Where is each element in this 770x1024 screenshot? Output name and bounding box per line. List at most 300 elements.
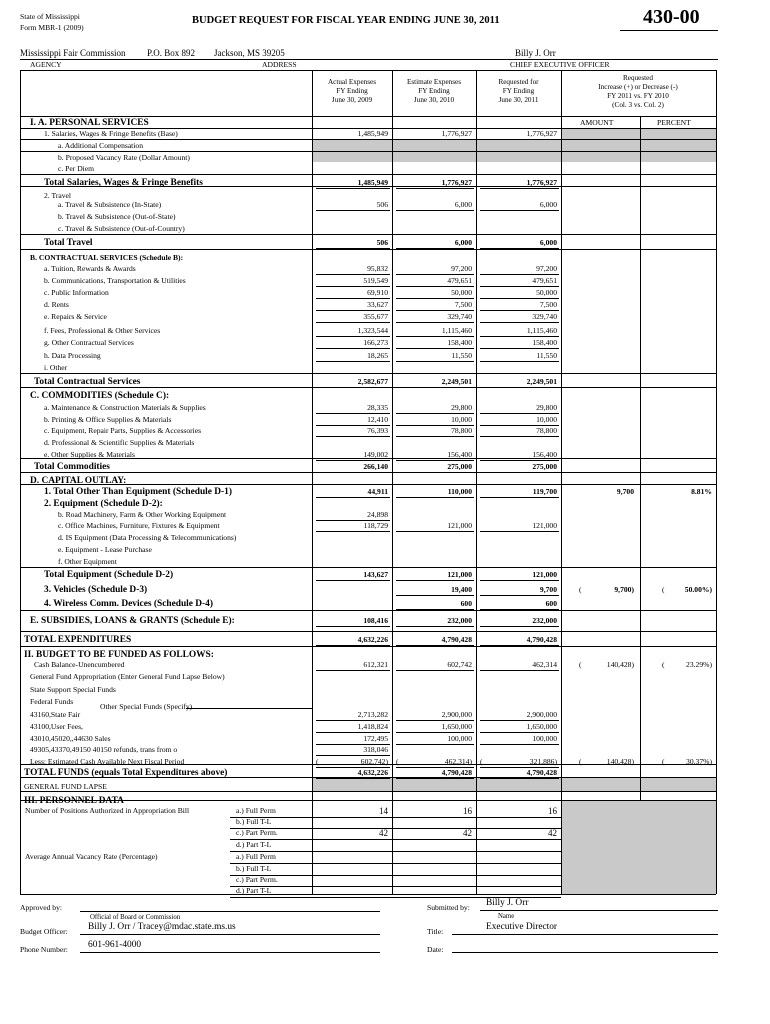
address-label: ADDRESS — [262, 60, 297, 69]
value-cell: 76,393 — [367, 426, 388, 435]
personnel-sub-label: b.) Full T-L — [236, 864, 272, 873]
open-paren: ( — [316, 757, 319, 766]
open-paren: ( — [579, 660, 582, 669]
row-label: Total Commodities — [34, 462, 110, 472]
row-label: 2. Travel — [44, 191, 72, 200]
personnel-line — [230, 863, 561, 864]
value-cell: 100,000 — [532, 734, 557, 743]
personnel-sub-label: d.) Part T-L — [236, 840, 272, 849]
value-underline — [480, 720, 559, 721]
row-label: I. A. PERSONAL SERVICES — [30, 118, 149, 128]
header-rule — [20, 59, 718, 60]
row-separator — [20, 151, 716, 152]
approved-label: Approved by: — [20, 903, 62, 912]
value-cell: 506 — [376, 200, 388, 209]
value-cell: 4,632,226 — [357, 768, 388, 777]
shaded-cell — [312, 777, 716, 791]
value-cell: 612,321 — [363, 660, 388, 669]
value-underline — [480, 778, 559, 779]
row-label: 2. Equipment (Schedule D-2): — [44, 499, 163, 509]
value-cell: 1,115,460 — [526, 326, 557, 335]
amount-cell: 140,428) — [606, 660, 634, 669]
percent-cell: 8.81% — [691, 487, 712, 496]
value-underline — [480, 298, 559, 299]
form-id: Form MBR-1 (2009) — [20, 23, 84, 32]
value-cell: 10,000 — [536, 415, 557, 424]
value-underline — [480, 286, 559, 287]
row-label: State Support Special Funds — [30, 685, 116, 694]
value-cell: 2,249,501 — [441, 377, 472, 386]
value-cell: 100,000 — [447, 734, 472, 743]
form-number-underline — [620, 30, 718, 31]
row-label: Total Contractual Services — [34, 377, 141, 387]
row-label: a. Additional Compensation — [58, 141, 143, 150]
row-label: g. Other Contractual Services — [44, 338, 134, 347]
amount-cell: 140,428) — [606, 757, 634, 766]
value-underline — [480, 387, 559, 388]
personnel-count: 42 — [463, 828, 472, 838]
value-underline — [396, 744, 474, 745]
value-underline — [396, 460, 474, 461]
value-cell: 2,582,677 — [357, 377, 388, 386]
value-underline — [480, 348, 559, 349]
submitted-value[interactable]: Billy J. Orr — [486, 898, 529, 908]
value-underline — [396, 531, 474, 532]
change-subheader-line — [561, 116, 716, 117]
personnel-sub-label: d.) Part T-L — [236, 886, 272, 895]
state-name: State of Mississippi — [20, 12, 80, 21]
open-paren: ( — [662, 660, 665, 669]
value-cell: 479,651 — [447, 276, 472, 285]
value-underline — [316, 322, 390, 323]
value-cell: 1,776,927 — [526, 178, 557, 187]
row-label: b. Road Machinery, Farm & Other Working Equipment — [58, 510, 227, 519]
value-underline — [480, 531, 559, 532]
value-underline — [480, 361, 559, 362]
value-cell: 69,910 — [367, 288, 388, 297]
row-separator — [20, 646, 716, 647]
value-underline — [396, 436, 474, 437]
value-underline — [480, 497, 559, 498]
row-label: Federal Funds — [30, 697, 74, 706]
value-cell: 2,713,282 — [357, 710, 388, 719]
value-underline — [480, 248, 559, 249]
row-label: Less: Estimated Cash Available Next Fiscal Period — [30, 757, 185, 766]
value-cell: 1,776,927 — [441, 178, 472, 187]
value-underline — [480, 336, 559, 337]
value-underline — [396, 472, 474, 473]
row-separator — [20, 610, 716, 611]
personnel-line — [230, 851, 561, 852]
value-cell: 355,677 — [363, 312, 388, 321]
value-underline — [396, 720, 474, 721]
value-underline — [396, 609, 474, 610]
value-cell: 12,410 — [367, 415, 388, 424]
value-underline — [480, 580, 559, 581]
value-underline — [316, 139, 390, 140]
row-label: Total Travel — [44, 238, 93, 248]
value-underline — [396, 732, 474, 733]
row-label: b. Communications, Transportation & Utilities — [44, 276, 186, 285]
value-underline — [396, 188, 474, 189]
row-label: 43100,User Fees, — [30, 722, 83, 731]
value-underline — [396, 387, 474, 388]
row-label: f. Fees, Professional & Other Services — [44, 326, 161, 335]
value-underline — [396, 139, 474, 140]
value-cell: 44,911 — [367, 487, 388, 496]
agency-name: Mississippi Fair Commission — [20, 48, 126, 58]
row-separator — [20, 174, 716, 175]
value-cell: 6,000 — [454, 238, 472, 247]
row-label: c. Per Diem — [58, 164, 95, 173]
row-separator — [20, 791, 716, 792]
value-underline — [316, 732, 390, 733]
value-cell: 1,485,949 — [357, 129, 388, 138]
value-cell: 1,650,000 — [441, 722, 472, 731]
value-underline — [480, 436, 559, 437]
row-label: Cash Balance-Unencumbered — [34, 660, 125, 669]
value-underline — [316, 472, 390, 473]
agency-city: Jackson, MS 39205 — [214, 48, 285, 58]
positions-label: Number of Positions Authorized in Appropriation Bill — [25, 806, 190, 815]
value-underline — [316, 298, 390, 299]
value-cell: 149,002 — [363, 450, 388, 459]
value-underline — [480, 645, 559, 646]
open-paren: ( — [662, 757, 665, 766]
value-underline — [480, 744, 559, 745]
row-label: d. Rents — [44, 300, 69, 309]
value-cell: 1,485,949 — [357, 178, 388, 187]
value-cell: 602,742) — [360, 757, 388, 766]
personnel-sub-label: c.) Part Perm. — [236, 828, 278, 837]
value-underline — [480, 188, 559, 189]
board-label: Official of Board or Commission — [90, 914, 181, 921]
value-cell: 506 — [376, 238, 388, 247]
phone-line — [80, 952, 380, 953]
value-underline — [396, 580, 474, 581]
open-paren: ( — [579, 585, 582, 594]
value-underline — [396, 336, 474, 337]
personnel-count: 14 — [379, 806, 388, 816]
title-label: Title: — [427, 927, 444, 936]
personnel-line — [230, 875, 561, 876]
value-cell: 9,700 — [539, 585, 557, 594]
value-cell: 7,500 — [539, 300, 557, 309]
open-paren: ( — [579, 757, 582, 766]
value-underline — [316, 497, 390, 498]
row-label: D. CAPITAL OUTLAY: — [30, 476, 127, 486]
table-bottom-line — [20, 894, 716, 895]
value-underline — [316, 436, 390, 437]
row-separator — [20, 631, 716, 632]
value-underline — [316, 188, 390, 189]
row-label: Total Salaries, Wages & Fringe Benefits — [44, 178, 203, 188]
value-underline — [316, 310, 390, 311]
other-special-funds-label: Other Special Funds (Specify) — [100, 702, 193, 711]
col-header-change: Requested Increase (+) or Decrease (-) FY 2011 vs. FY 2010 (Col. 3 vs. Col. 2) — [598, 74, 678, 109]
personnel-sub-label: a.) Full Perm — [236, 852, 276, 861]
value-underline — [316, 645, 390, 646]
value-cell: 2,900,000 — [441, 710, 472, 719]
row-label: C. COMMODITIES (Schedule C): — [30, 391, 170, 401]
amount-cell: 9,700 — [616, 487, 634, 496]
submitted-label: Submitted by: — [427, 903, 470, 912]
value-underline — [480, 322, 559, 323]
personnel-count: 16 — [463, 806, 472, 816]
value-cell: 108,416 — [363, 616, 388, 625]
row-label: c. Public Information — [44, 288, 109, 297]
row-label: General Fund Appropriation (Enter General Fund Lapse Below) — [30, 672, 225, 681]
value-cell: 121,000 — [447, 521, 472, 530]
value-cell: 6,000 — [539, 238, 557, 247]
value-cell: 19,400 — [451, 585, 472, 594]
value-underline — [396, 670, 474, 671]
value-cell: 266,140 — [363, 462, 388, 471]
value-cell: 232,000 — [532, 616, 557, 625]
value-cell: 158,400 — [447, 338, 472, 347]
agency-label: AGENCY — [30, 60, 62, 69]
value-cell: 462,314 — [532, 660, 557, 669]
value-underline — [316, 755, 390, 756]
col-header-estimate: Estimate Expenses FY Ending June 30, 2010 — [406, 78, 462, 104]
date-line[interactable] — [452, 952, 718, 953]
value-underline — [316, 210, 390, 211]
personnel-sub-label: c.) Part Perm. — [236, 875, 278, 884]
value-cell: 329,740 — [532, 312, 557, 321]
value-underline — [396, 626, 474, 627]
value-cell: 602,742 — [447, 660, 472, 669]
value-cell: 11,550 — [536, 351, 557, 360]
col-header-requested: Requested for FY Ending June 30, 2011 — [498, 78, 539, 104]
value-underline — [316, 248, 390, 249]
value-cell: 95,832 — [367, 264, 388, 273]
personnel-count: 16 — [548, 806, 557, 816]
value-underline — [396, 210, 474, 211]
value-cell: 29,800 — [451, 403, 472, 412]
value-underline — [316, 286, 390, 287]
value-column-line — [561, 70, 562, 894]
value-cell: 462,314) — [444, 757, 472, 766]
row-label: b. Printing & Office Supplies & Materials — [44, 415, 172, 424]
row-label: a. Maintenance & Construction Materials & Supplies — [44, 403, 206, 412]
row-separator — [20, 249, 716, 250]
value-cell: 275,000 — [532, 462, 557, 471]
open-paren: ( — [480, 757, 483, 766]
percent-cell: 30.37%) — [686, 757, 712, 766]
value-underline — [480, 413, 559, 414]
row-label: d. IS Equipment (Data Processing & Telecommunications) — [58, 533, 237, 542]
phone-value[interactable]: 601-961-4000 — [88, 940, 142, 950]
row-label: c. Office Machines, Furniture, Fixtures & Equipment — [58, 521, 220, 530]
value-cell: 4,632,226 — [357, 635, 388, 644]
row-label: TOTAL EXPENDITURES — [24, 635, 132, 645]
row-label: 43160,State Fair — [30, 710, 81, 719]
value-cell: 275,000 — [447, 462, 472, 471]
row-label: 3. Vehicles (Schedule D-3) — [44, 585, 148, 595]
value-underline — [396, 361, 474, 362]
value-cell: 479,651 — [532, 276, 557, 285]
value-cell: 29,800 — [536, 403, 557, 412]
value-underline — [396, 298, 474, 299]
value-underline — [396, 274, 474, 275]
value-underline — [480, 472, 559, 473]
row-label: b. Proposed Vacancy Rate (Dollar Amount) — [58, 153, 190, 162]
value-cell: 4,790,428 — [526, 635, 557, 644]
value-cell: 1,776,927 — [441, 129, 472, 138]
row-label: II. BUDGET TO BE FUNDED AS FOLLOWS: — [24, 650, 214, 660]
value-underline — [316, 336, 390, 337]
row-label: 1. Salaries, Wages & Fringe Benefits (Base) — [44, 129, 178, 138]
value-cell: 1,323,544 — [357, 326, 388, 335]
value-cell: 329,740 — [447, 312, 472, 321]
row-label: h. Data Processing — [44, 351, 101, 360]
row-label: 43010,45020,,44630 Sales — [30, 734, 111, 743]
col-header-amount: AMOUNT — [580, 118, 614, 127]
value-cell: 33,627 — [367, 300, 388, 309]
value-cell: 11,550 — [451, 351, 472, 360]
name-label: Name — [498, 913, 515, 920]
value-underline — [316, 460, 390, 461]
value-cell: 519,549 — [363, 276, 388, 285]
row-label: f. Other Equipment — [58, 557, 117, 566]
personnel-line — [230, 839, 561, 840]
row-label: GENERAL FUND LAPSE — [24, 782, 107, 791]
value-cell: 158,400 — [532, 338, 557, 347]
approved-line[interactable] — [80, 911, 380, 912]
row-label: a. Tuition, Rewards & Awards — [44, 264, 136, 273]
page-title: BUDGET REQUEST FOR FISCAL YEAR ENDING JUNE 30, 2011 — [192, 15, 500, 26]
personnel-count: 42 — [379, 828, 388, 838]
personnel-line — [230, 817, 561, 818]
row-label: TOTAL FUNDS (equals Total Expenditures above) — [24, 768, 228, 778]
value-cell: 110,000 — [447, 487, 472, 496]
value-underline — [480, 732, 559, 733]
shaded-cell — [561, 800, 716, 894]
value-cell: 18,265 — [367, 351, 388, 360]
value-underline — [396, 310, 474, 311]
row-label: b. Travel & Subsistence (Out-of-State) — [58, 212, 176, 221]
value-cell: 156,400 — [447, 450, 472, 459]
value-cell: 4,790,428 — [441, 635, 472, 644]
row-label: Total Equipment (Schedule D-2) — [44, 570, 174, 580]
value-underline — [396, 645, 474, 646]
personnel-sub-label: b.) Full T-L — [236, 817, 272, 826]
value-cell: 24,898 — [367, 510, 388, 519]
value-underline — [480, 310, 559, 311]
value-underline — [316, 361, 390, 362]
date-label: Date: — [427, 945, 444, 954]
title-value[interactable]: Executive Director — [486, 922, 558, 932]
value-cell: 1,776,927 — [526, 129, 557, 138]
row-label: a. Travel & Subsistence (In-State) — [58, 200, 162, 209]
ceo-label: CHIEF EXECUTIVE OFFICER — [510, 60, 610, 69]
row-separator — [20, 234, 716, 235]
title-line — [452, 934, 718, 935]
value-underline — [316, 778, 390, 779]
budget-officer-value[interactable]: Billy J. Orr / Tracey@mdac.state.ms.us — [88, 922, 236, 932]
value-cell: 7,500 — [454, 300, 472, 309]
budget-officer-line — [80, 934, 380, 935]
amount-cell: 9,700) — [614, 585, 634, 594]
value-cell: 600 — [545, 599, 557, 608]
value-underline — [480, 609, 559, 610]
value-cell: 97,200 — [451, 264, 472, 273]
submitted-line — [480, 910, 718, 911]
value-cell: 2,900,000 — [526, 710, 557, 719]
value-cell: 118,729 — [363, 521, 388, 530]
value-cell: 1,650,000 — [526, 722, 557, 731]
form-number: 430-00 — [643, 6, 700, 28]
value-underline — [316, 580, 390, 581]
value-underline — [396, 778, 474, 779]
row-separator — [20, 800, 716, 801]
row-label: e. Other Supplies & Materials — [44, 450, 135, 459]
value-cell: 600 — [460, 599, 472, 608]
vacancy-label: Average Annual Vacancy Rate (Percentage) — [25, 852, 158, 861]
value-underline — [480, 595, 559, 596]
row-label: E. SUBSIDIES, LOANS & GRANTS (Schedule E): — [30, 616, 235, 626]
row-separator — [20, 567, 716, 568]
value-cell: 2,249,501 — [526, 377, 557, 386]
percent-cell: 50.00%) — [684, 585, 712, 594]
row-label: d. Professional & Scientific Supplies & Materials — [44, 438, 195, 447]
personnel-sub-label: a.) Full Perm — [236, 806, 276, 815]
row-label: e. Equipment - Lease Purchase — [58, 545, 152, 554]
col-header-percent: PERCENT — [657, 118, 691, 127]
value-underline — [396, 348, 474, 349]
value-underline — [316, 626, 390, 627]
value-underline — [316, 670, 390, 671]
row-label: B. CONTRACTUAL SERVICES (Schedule B): — [30, 253, 184, 262]
ceo-name: Billy J. Orr — [515, 48, 556, 58]
value-underline — [480, 139, 559, 140]
value-cell: 321,886) — [529, 757, 557, 766]
value-cell: 121,000 — [532, 570, 557, 579]
value-underline — [396, 248, 474, 249]
value-underline — [396, 497, 474, 498]
table-left-line — [20, 70, 21, 894]
value-cell: 50,000 — [536, 288, 557, 297]
value-cell: 4,790,428 — [526, 768, 557, 777]
value-underline — [396, 595, 474, 596]
personnel-line — [230, 886, 561, 887]
value-cell: 318,046 — [363, 745, 388, 754]
value-underline — [316, 413, 390, 414]
value-underline — [480, 626, 559, 627]
value-cell: 4,790,428 — [441, 768, 472, 777]
value-cell: 121,000 — [532, 521, 557, 530]
value-cell: 172,495 — [363, 734, 388, 743]
row-label: 1. Total Other Than Equipment (Schedule D-1) — [44, 487, 232, 497]
value-cell: 10,000 — [451, 415, 472, 424]
value-cell: 156,400 — [532, 450, 557, 459]
value-cell: 119,700 — [532, 487, 557, 496]
value-underline — [480, 670, 559, 671]
table-top-line — [20, 70, 716, 71]
value-cell: 78,800 — [536, 426, 557, 435]
shaded-cell — [561, 128, 716, 162]
col-header-actual: Actual Expenses FY Ending June 30, 2009 — [327, 78, 377, 104]
value-cell: 6,000 — [454, 200, 472, 209]
value-cell: 121,000 — [447, 570, 472, 579]
value-cell: 1,115,460 — [441, 326, 472, 335]
value-cell: 97,200 — [536, 264, 557, 273]
value-underline — [316, 274, 390, 275]
value-underline — [480, 460, 559, 461]
percent-cell: 23.29%) — [686, 660, 712, 669]
row-label: 49305,43370,49150 40150 refunds, trans from o — [30, 745, 178, 754]
value-cell: 50,000 — [451, 288, 472, 297]
